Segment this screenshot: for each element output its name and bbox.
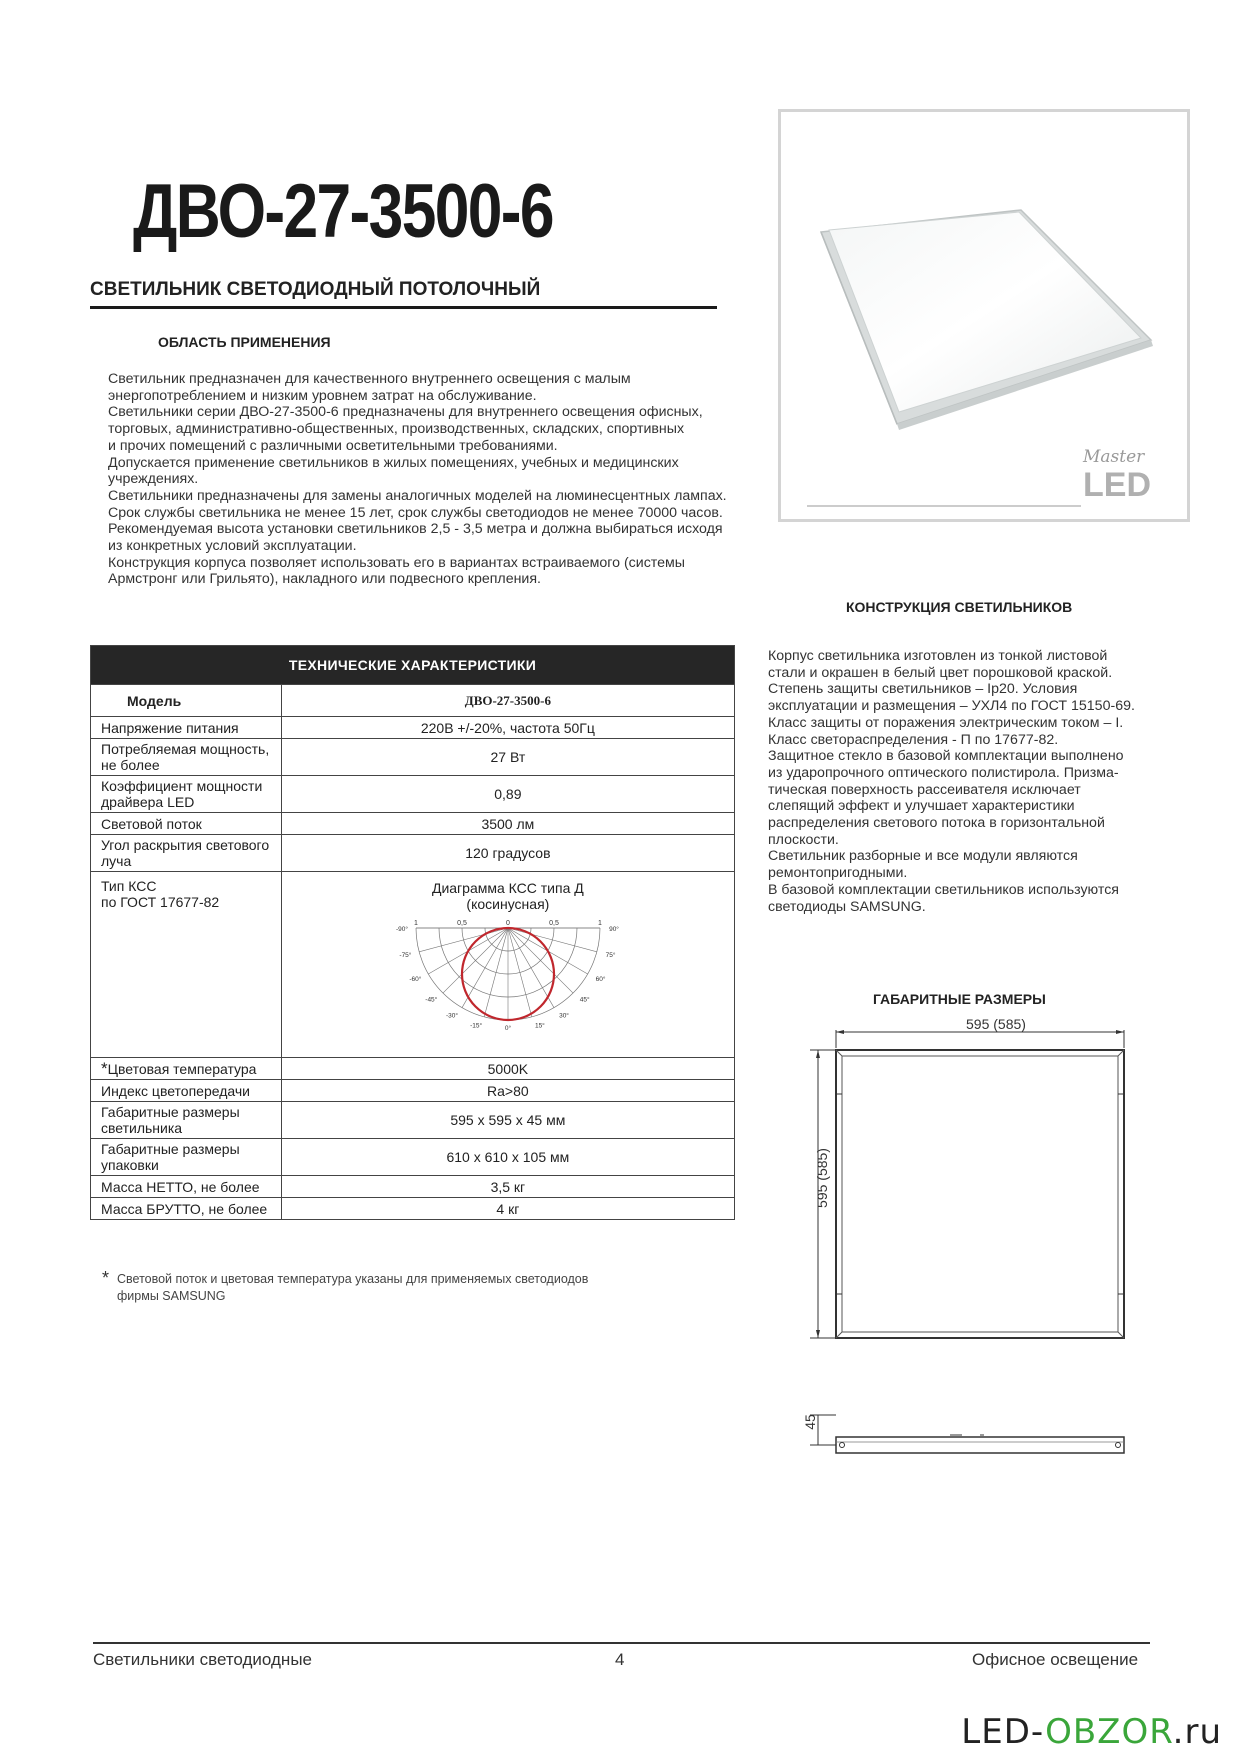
kss-tick-label: 1 <box>597 920 602 927</box>
panel-illustration <box>781 112 1187 519</box>
spec-label-kss <box>91 872 282 1058</box>
kss-angle-label: -45° <box>425 996 438 1004</box>
construction-text <box>768 648 1188 915</box>
text-line: Светильник разборные и все модули являются <box>768 848 1078 865</box>
text-line: светодиоды SAMSUNG. <box>768 898 926 915</box>
text-line: Срок службы светильника не менее 15 лет, срок службы светодиодов не менее 70000 часов. <box>108 504 723 521</box>
kss-angle-label: -90° <box>395 926 408 933</box>
kss-tick-label: 0 <box>505 920 510 927</box>
kss-angle-label: 45° <box>579 996 590 1004</box>
kss-label-line2: по ГОСТ 17677-82 <box>101 894 220 910</box>
application-heading: ОБЛАСТЬ ПРИМЕНЕНИЯ <box>158 334 331 350</box>
kss-angle-label: -75° <box>399 951 412 959</box>
kss-angle-label: 60° <box>595 976 606 983</box>
text-line: слепящий эффект и улучшает характеристики <box>768 798 1075 815</box>
spec-row <box>91 1139 735 1176</box>
spec-label <box>91 1080 282 1102</box>
spec-row-model <box>91 685 735 717</box>
spec-label <box>91 1102 282 1139</box>
spec-value: 120 градусов <box>281 835 734 872</box>
spec-label-text: Угол раскрытия светового луча <box>101 837 270 869</box>
spec-value: 595 х 595 х 45 мм <box>281 1102 734 1139</box>
text-line: плоскости. <box>768 831 839 848</box>
spec-label-text: Габаритные размеры светильника <box>101 1104 240 1136</box>
application-text <box>108 371 778 588</box>
text-line: из конкретных условий эксплуатации. <box>108 538 357 555</box>
text-line: Конструкция корпуса позволяет использовать его в вариантах встраиваемого (системы <box>108 554 685 571</box>
spec-label <box>91 835 282 872</box>
note-star: * <box>102 1268 110 1288</box>
polar-grid-ray <box>508 928 597 952</box>
text-line: Рекомендуемая высота установки светильников 2,5 - 3,5 метра и должна выбираться исходя <box>108 521 723 538</box>
dimension-height-label: 595 (585) <box>813 1148 830 1208</box>
spec-row <box>91 717 735 739</box>
spec-label-text: Цветовая температура <box>107 1060 257 1077</box>
spec-label <box>91 739 282 776</box>
spec-label-text: Коэффициент мощности драйвера LED <box>101 778 263 810</box>
polar-grid-ray <box>508 928 573 993</box>
polar-grid-ray <box>484 928 508 1017</box>
kss-title-line2: (косинусная) <box>466 896 550 912</box>
dimension-depth-label: 45 <box>801 1414 818 1430</box>
spec-star: * <box>101 1058 108 1078</box>
spec-row <box>91 776 735 813</box>
polar-grid-ray <box>419 928 508 952</box>
text-line: Светильники предназначены для замены аналогичных моделей на люминесцентных лампах. <box>108 487 727 504</box>
kss-angle-label: -60° <box>409 976 422 983</box>
kss-angle-label: 75° <box>605 951 616 959</box>
text-line: ремонтопригодными. <box>768 865 908 882</box>
spec-label <box>91 813 282 835</box>
site-watermark <box>961 1712 1222 1752</box>
polar-grid-ray <box>508 928 554 1008</box>
spec-row <box>91 1198 735 1220</box>
text-line: Корпус светильника изготовлен из тонкой листовой <box>768 648 1108 664</box>
spec-label <box>91 1058 282 1080</box>
kss-angle-label: 30° <box>558 1012 569 1020</box>
spec-value: 0,89 <box>281 776 734 813</box>
kss-tick-label: 0,5 <box>456 920 467 927</box>
spec-value: 610 х 610 х 105 мм <box>281 1139 734 1176</box>
spec-row <box>91 1102 735 1139</box>
spec-row <box>91 835 735 872</box>
spec-value: ДВО-27-3500-6 <box>281 685 734 717</box>
text-line: учреждениях. <box>108 471 199 488</box>
text-line: Степень защиты светильников – Ip20. Условия <box>768 681 1078 698</box>
spec-table-heading: ТЕХНИЧЕСКИЕ ХАРАКТЕРИСТИКИ <box>91 646 735 685</box>
note-line2: фирмы SAMSUNG <box>117 1289 226 1303</box>
footer-divider <box>93 1642 1150 1644</box>
spec-label: Модель <box>91 685 282 717</box>
text-line: из ударопрочного оптического полистирола. Призма- <box>768 764 1119 781</box>
spec-label-text: Масса НЕТТО, не более <box>101 1178 260 1195</box>
text-line: и прочих помещений с различными осветительными требованиями. <box>108 437 558 454</box>
text-line: эксплуатации и размещения – УХЛ4 по ГОСТ 15150-69. <box>768 698 1135 715</box>
logo-top-text: Master <box>1083 447 1145 467</box>
text-line: Светильник предназначен для качественного внутреннего освещения с малым <box>108 371 631 387</box>
spec-value: 3500 лм <box>281 813 734 835</box>
page-number: 4 <box>615 1650 625 1669</box>
spec-row <box>91 813 735 835</box>
text-line: Класс светораспределения - П по 17677-82. <box>768 731 1059 748</box>
construction-heading: КОНСТРУКЦИЯ СВЕТИЛЬНИКОВ <box>846 599 1073 615</box>
kss-angle-label: 90° <box>608 926 619 933</box>
spec-table-wrapper <box>90 645 735 1220</box>
spec-row <box>91 739 735 776</box>
text-line: В базовой комплектации светильников используются <box>768 881 1119 898</box>
spec-row-kss <box>91 872 735 1058</box>
spec-label <box>91 1176 282 1198</box>
spec-value: Ra>80 <box>281 1080 734 1102</box>
spec-label-text: Масса БРУТТО, не более <box>101 1200 268 1217</box>
spec-label <box>91 1139 282 1176</box>
polar-grid-ray <box>443 928 508 993</box>
kss-tick-label: 1 <box>413 920 418 927</box>
spec-table-header-row <box>91 646 735 685</box>
spec-label-text: Световой поток <box>101 815 202 832</box>
text-line: тическая поверхность рассеивателя исключает <box>768 781 1081 798</box>
spec-value: 3,5 кг <box>281 1176 734 1198</box>
spec-table <box>90 645 735 1220</box>
kss-title-line1: Диаграмма КСС типа Д <box>431 880 584 896</box>
text-line: Класс защиты от поражения электрическим током – I. <box>768 714 1124 731</box>
text-line: торговых, административно-общественных, производственных, складских, спортивных <box>108 421 685 438</box>
wm-dash: - <box>1030 1712 1046 1752</box>
spec-value: 27 Вт <box>281 739 734 776</box>
dimension-width-label: 595 (585) <box>966 1016 1026 1032</box>
footer-left: Светильники светодиодные <box>93 1650 312 1669</box>
spec-label-text: Потребляемая мощность, не более <box>101 741 270 773</box>
kss-angle-label: -30° <box>445 1012 458 1020</box>
polar-grid-ray <box>508 928 532 1017</box>
model-title: ДВО-27-3500-6 <box>133 169 553 254</box>
wm-part3: .ru <box>1172 1712 1222 1752</box>
kss-angle-label: 15° <box>534 1022 545 1030</box>
spec-value: 220В +/-20%, частота 50Гц <box>281 717 734 739</box>
kss-angle-zero: 0° <box>504 1025 511 1032</box>
spec-value: 5000K <box>281 1058 734 1080</box>
kss-tick-label: 0,5 <box>548 920 559 927</box>
spec-label <box>91 1198 282 1220</box>
note-line1: Световой поток и цветовая температура указаны для применяемых светодиодов <box>117 1272 589 1286</box>
text-line: Защитное стекло в базовой комплектации выполнено <box>768 748 1124 765</box>
product-subtitle: СВЕТИЛЬНИК СВЕТОДИОДНЫЙ ПОТОЛОЧНЫЙ <box>90 279 541 300</box>
text-line: Светильники серии ДВО-27-3500-6 предназначены для внутреннего освещения офисных, <box>108 404 703 421</box>
logo-bottom-text: LED <box>1083 466 1151 504</box>
text-line: энергопотреблением и низким уровнем затрат на обслуживание. <box>108 387 537 404</box>
kss-polar-diagram <box>395 916 619 1044</box>
spec-label-text: Габаритные размеры упаковки <box>101 1141 240 1173</box>
wm-part2: OBZOR <box>1045 1712 1173 1752</box>
kss-cell <box>281 872 734 1058</box>
spec-row <box>91 1176 735 1198</box>
spec-label-text: Напряжение питания <box>101 719 239 736</box>
spec-label-text: Индекс цветопередачи <box>101 1082 250 1099</box>
subtitle-divider <box>90 306 717 309</box>
kss-label-line1: Тип КСС <box>101 878 157 894</box>
spec-label <box>91 776 282 813</box>
dimensions-heading: ГАБАРИТНЫЕ РАЗМЕРЫ <box>873 991 1046 1007</box>
spec-value: 4 кг <box>281 1198 734 1220</box>
spec-row <box>91 1058 735 1080</box>
dimension-drawing <box>800 1030 1130 1470</box>
spec-row <box>91 1080 735 1102</box>
text-line: распределения светового потока в горизонтальной <box>768 815 1105 832</box>
polar-grid-ray <box>462 928 508 1008</box>
wm-part1: LED <box>961 1712 1031 1752</box>
text-line: Армстронг или Грильято), накладного или подвесного крепления. <box>108 571 541 588</box>
kss-angle-label: -15° <box>469 1022 482 1030</box>
footer-right: Офисное освещение <box>972 1650 1139 1669</box>
spec-label <box>91 717 282 739</box>
text-line: стали и окрашен в белый цвет порошковой краской. <box>768 664 1113 681</box>
product-photo <box>778 109 1190 522</box>
text-line: Допускается применение светильников в жилых помещениях, учебных и медицинских <box>108 454 679 471</box>
